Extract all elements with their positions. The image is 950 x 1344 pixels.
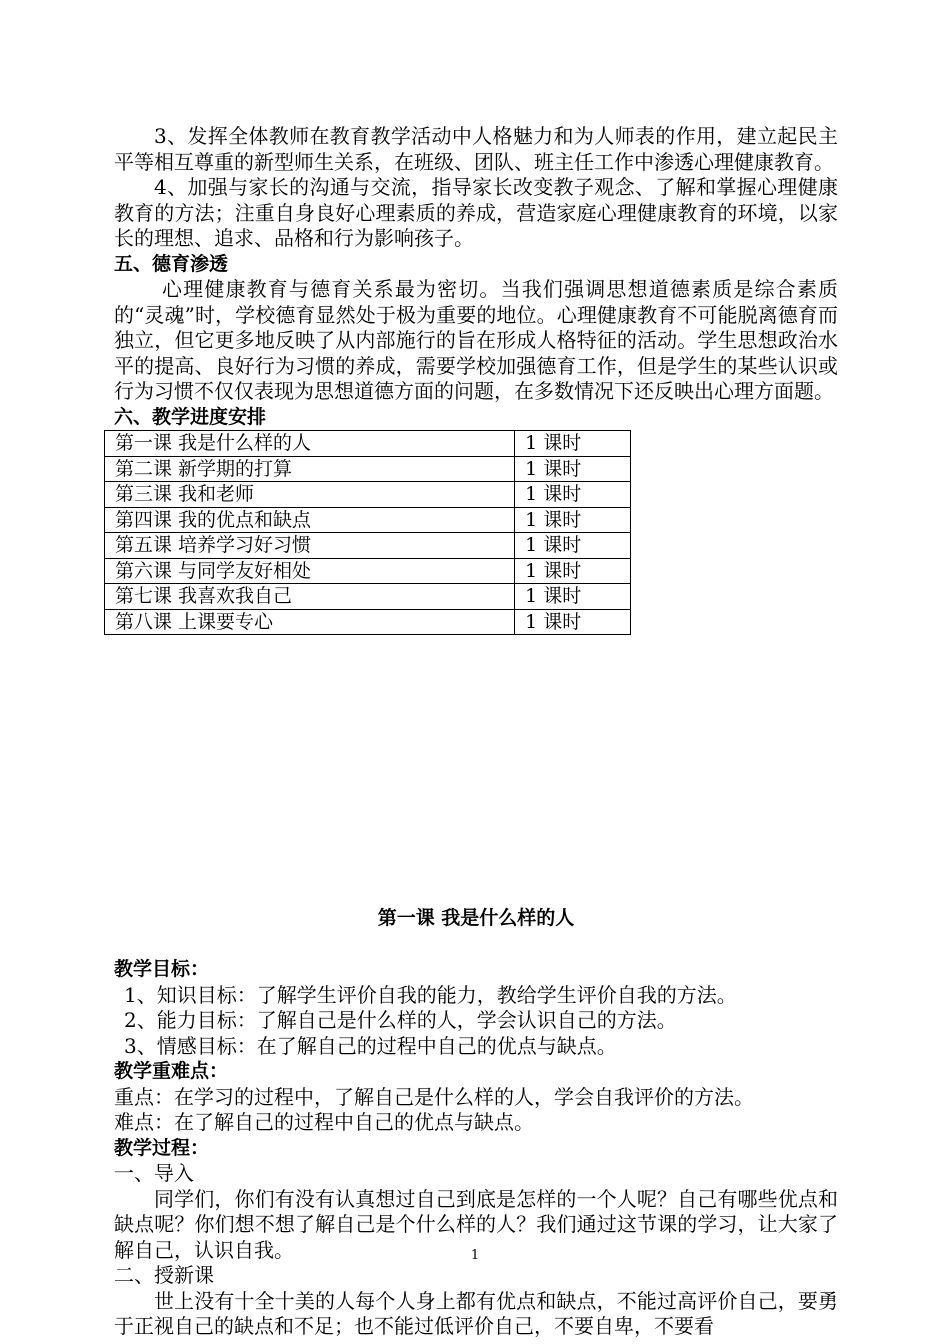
- lesson-name-cell: 第二课 新学期的打算: [105, 456, 515, 482]
- table-row: [105, 558, 631, 584]
- lesson-hours-cell: 1 课时: [515, 431, 631, 457]
- document-page: [114, 124, 838, 1338]
- process-heading: 教学过程：: [114, 1136, 210, 1159]
- lesson-name-cell: 第八课 上课要专心: [105, 609, 515, 635]
- goal-item: 2、能力目标：了解自己是什么样的人，学会认识自己的方法。: [124, 1008, 677, 1032]
- table-row: [105, 584, 631, 610]
- lesson-content: [114, 957, 838, 1340]
- intro-label: 一、导入: [114, 1161, 194, 1185]
- goal-item: 1、知识目标：了解学生评价自我的能力，教给学生评价自我的方法。: [124, 982, 737, 1007]
- paragraph-item-3: 3、发挥全体教师在教育教学活动中人格魅力和为人师表的作用，建立起民主平等相互尊重的新型师生关系，在班级、团队、班主任工作中渗透心理健康教育。: [114, 124, 838, 174]
- lesson-hours-cell: 1 课时: [515, 456, 631, 482]
- goal-item: 3、情感目标：在了解自己的过程中自己的优点与缺点。: [124, 1033, 617, 1058]
- table-row: [105, 431, 631, 457]
- table-row: [105, 609, 631, 635]
- lesson-name-cell: 第七课 我喜欢我自己: [105, 584, 515, 610]
- page-number: 1: [470, 1248, 480, 1263]
- new-lesson-text: 世上没有十全十美的人每个人身上都有优点和缺点，不能过高评价自己，要勇于正视自己的缺点和不足；也不能过低评价自己，不要自卑，不要看: [114, 1288, 838, 1338]
- lesson-name-cell: 第三课 我和老师: [105, 482, 515, 508]
- goals-heading: 教学目标：: [114, 958, 210, 980]
- lesson-title: 第一课 我是什么样的人: [377, 907, 575, 929]
- table-row: [105, 456, 631, 482]
- lesson-hours-cell: 1 课时: [515, 584, 631, 610]
- keypoints-heading: 教学重难点：: [114, 1060, 229, 1082]
- paragraph-moral: 心理健康教育与德育关系最为密切。当我们强调思想道德素质是综合素质的“灵魂”时，学校德育显然处于极为重要的地位。心理健康教育不可能脱离德育而独立，但它更多地反映了从内部施行的旨在形成人格特征的活动。学生思想政治水平的提高、良好行为习惯的养成，需要学校加强德育工作，但是学生的某些认识或行为习惯不仅仅表现为思想道德方面的问题，在多数情况下还反映出心理方面题。: [114, 277, 838, 403]
- table-row: [105, 533, 631, 559]
- keypoint-item: 难点：在了解自己的过程中自己的优点与缺点。: [114, 1110, 534, 1134]
- lesson-hours-cell: 1 课时: [515, 507, 631, 533]
- lesson-hours-cell: 1 课时: [515, 533, 631, 559]
- lesson-hours-cell: 1 课时: [515, 558, 631, 584]
- lesson-name-cell: 第一课 我是什么样的人: [105, 431, 515, 457]
- new-lesson-label: 二、授新课: [114, 1263, 214, 1287]
- lesson-hours-cell: 1 课时: [515, 609, 631, 635]
- section-heading-moral: 五、德育渗透: [114, 252, 229, 275]
- keypoint-item: 重点：在学习的过程中，了解自己是什么样的人，学会自我评价的方法。: [114, 1084, 754, 1109]
- table-row: [105, 507, 631, 533]
- section-heading-schedule: 六、教学进度安排: [114, 405, 267, 428]
- lesson-name-cell: 第五课 培养学习好习惯: [105, 533, 515, 559]
- intro-text: 同学们，你们有没有认真想过自己到底是怎样的一个人呢？自己有哪些优点和缺点呢？你们想不想了解自己是个什么样的人？我们通过这节课的学习，让大家了解自己，认识自我。: [114, 1186, 838, 1262]
- table-row: [105, 482, 631, 508]
- lesson-name-cell: 第六课 与同学友好相处: [105, 558, 515, 584]
- schedule-table: [104, 430, 631, 635]
- lesson-name-cell: 第四课 我的优点和缺点: [105, 507, 515, 533]
- paragraph-item-4: 4、加强与家长的沟通与交流，指导家长改变教子观念、了解和掌握心理健康教育的方法；注重自身良好心理素质的养成，营造家庭心理健康教育的环境，以家长的理想、追求、品格和行为影响孩子。: [114, 175, 838, 250]
- lesson-hours-cell: 1 课时: [515, 482, 631, 508]
